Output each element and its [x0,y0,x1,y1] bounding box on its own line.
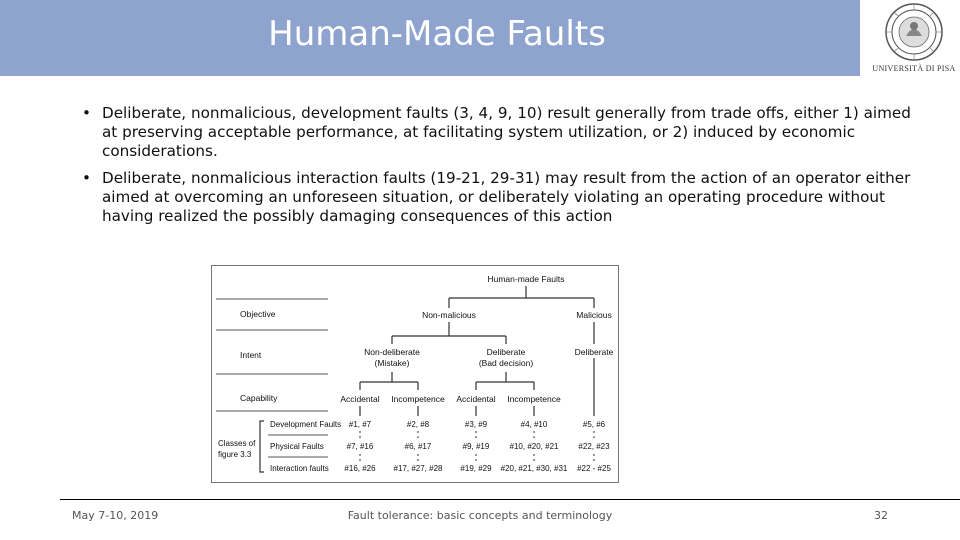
row-label-intent: Intent [240,350,262,360]
fault-cell: #9, #19 [462,442,490,451]
fault-classification-figure [211,265,619,483]
page-number: 32 [874,509,888,522]
intent-mistake: (Mistake) [374,358,410,368]
intent-deliberate-malicious: Deliberate [574,347,614,357]
bullet-item [82,104,912,161]
fault-cell: #16, #26 [344,464,376,473]
fault-cell: #22 - #25 [577,464,611,473]
footer-divider [60,499,960,500]
intent-non-deliberate: Non-deliberate [364,347,420,357]
bullet-marker: • [82,104,91,122]
capability-incompetence-1: Incompetence [391,394,445,404]
fault-row-name: Physical Faults [270,442,324,451]
fault-cell: #7, #16 [346,442,374,451]
row-label-capability: Capability [240,393,278,403]
fault-cell: #3, #9 [464,420,488,429]
capability-incompetence-2: Incompetence [507,394,561,404]
fault-cell: #17, #27, #28 [393,464,443,473]
fault-cell: #20, #21, #30, #31 [500,464,568,473]
bullet-text: Deliberate, nonmalicious, development faults (3, 4, 9, 10) result generally from trade offs, either 1) aimed at preserving acceptable performance, at facilitating system utilization, or 2) induced by economic considerations. [102,104,911,160]
fault-cell: #5, #6 [582,420,606,429]
slide-title: Human-Made Faults [268,14,606,54]
capability-accidental-1: Accidental [340,394,380,404]
capability-accidental-2: Accidental [456,394,496,404]
intent-deliberate: Deliberate [486,347,526,357]
logo-caption: UNIVERSITÀ DI PISA [872,64,956,73]
fault-cell: #19, #29 [460,464,492,473]
fault-row-name: Interaction faults [270,464,329,473]
fault-tree-diagram [212,266,618,482]
fault-cell: #6, #17 [404,442,432,451]
intent-bad-decision: (Bad decision) [478,358,534,368]
fault-row-name: Development Faults [270,420,342,429]
footer-date: May 7-10, 2019 [72,509,159,522]
fault-cell: #10, #20, #21 [509,442,559,451]
tree-root-label: Human-made Faults [487,274,565,284]
fault-cell: #22, #23 [578,442,610,451]
objective-malicious: Malicious [576,310,612,320]
classes-label-line2: figure 3.3 [218,450,252,459]
footer-topic: Fault tolerance: basic concepts and terminology [347,509,613,522]
row-label-objective: Objective [240,309,276,319]
objective-non-malicious: Non-malicious [422,310,476,320]
university-logo [868,0,960,82]
bullet-list [82,104,912,234]
fault-cell: #1, #7 [348,420,372,429]
bullet-marker: • [82,169,91,187]
classes-label-line1: Classes of [218,439,256,448]
fault-cell: #4, #10 [520,420,548,429]
bullet-text: Deliberate, nonmalicious interaction faults (19-21, 29-31) may result from the action of an operator either aimed at overcoming an unforeseen situation, or deliberately violating an operating procedure without having realized the possibly damaging consequences of this action [102,169,911,225]
bullet-item [82,169,912,226]
fault-cell: #2, #8 [406,420,430,429]
